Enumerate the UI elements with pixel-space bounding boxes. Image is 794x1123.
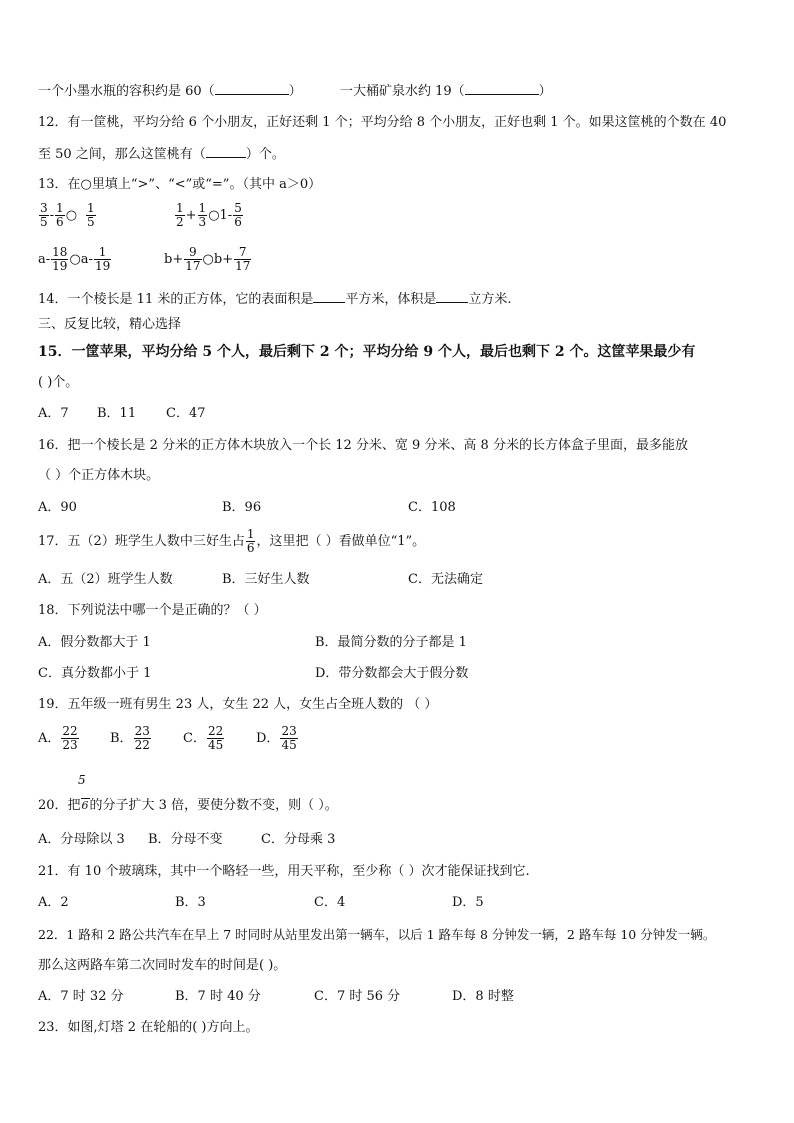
q16-option-a[interactable]: A．90 [38, 500, 77, 515]
q22-line2: 那么这两路车第二次同时发车的时间是( )。 [38, 958, 287, 973]
q13-e2-frac1: $\frac{1}{2}$ [176, 201, 184, 229]
q11-left-text: 一个小墨水瓶的容积约是 60（ [38, 84, 215, 99]
q13-e1-frac1: $\frac{3}{5}$ [40, 201, 48, 229]
q16-option-b[interactable]: B．96 [222, 500, 262, 515]
q13-e4-circle[interactable]: ○b+ [202, 252, 234, 267]
q13-e4-frac1: $\frac{9}{17}$ [185, 245, 201, 273]
q20-line [38, 797, 338, 815]
q11-right-text: 一大桶矿泉水约 19（ [339, 84, 465, 99]
q18-option-d[interactable]: D．带分数都会大于假分数 [315, 666, 469, 681]
q13-e1-op: - [49, 208, 55, 223]
q17-text-a: 17．五（2）班学生人数中三好生占 [38, 534, 245, 549]
q18-option-c[interactable]: C．真分数都小于 1 [38, 666, 152, 681]
q13-e1-frac2: $\frac{1}{6}$ [56, 201, 64, 229]
q13-e3-circle[interactable]: ○a- [69, 252, 93, 267]
q17-option-c[interactable]: C．无法确定 [408, 572, 483, 587]
q18-line: 18．下列说法中哪一个是正确的？（ ） [38, 603, 267, 618]
q19-option-b[interactable]: B． $\frac{23}{22}$ [110, 724, 150, 752]
q12-line2-b: ）个。 [245, 147, 285, 162]
q13-expr-2 [174, 202, 244, 229]
q18-option-b[interactable]: B．最简分数的分子都是 1 [315, 635, 467, 650]
q15-line2: ( )个。 [38, 375, 79, 390]
q20-option-c[interactable]: C．分母乘 3 [261, 832, 336, 847]
q15-option-c[interactable]: C．47 [166, 406, 206, 421]
q22-option-c[interactable]: C．7 时 56 分 [314, 989, 401, 1004]
q12-blank[interactable] [206, 145, 246, 158]
q16-line1: 16．把一个棱长是 2 分米的正方体木块放入一个长 12 分米、宽 9 分米、高 8 分米的长方体盒子里面，最多能放 [38, 438, 688, 453]
q17-option-a[interactable]: A．五（2）班学生人数 [38, 572, 173, 587]
q20-text-b: 的分子扩大 3 倍，要使分数不变，则（ ）。 [89, 798, 338, 813]
q13-expr-1 [38, 202, 97, 229]
q11-blank-2[interactable] [465, 82, 539, 95]
q13-e2-circle[interactable]: ○1- [208, 208, 233, 223]
q21-option-c[interactable]: C．4 [314, 895, 346, 910]
q14-blank-volume[interactable] [436, 290, 468, 303]
q12-line1: 12．有一筐桃，平均分给 6 个小朋友，正好还剩 1 个；平均分给 8 个小朋友，正好也剩 1 个。如果这筐桃的个数在 40 [38, 115, 727, 130]
q22-option-b[interactable]: B．7 时 40 分 [175, 989, 261, 1004]
q17-option-b[interactable]: B．三好生人数 [222, 572, 310, 587]
q16-option-c[interactable]: C．108 [408, 500, 456, 515]
q13-e3-pre: a- [38, 252, 51, 267]
q23-line: 23．如图,灯塔 2 在轮船的( )方向上。 [38, 1020, 259, 1035]
q21-option-d[interactable]: D．5 [452, 895, 484, 910]
q20-option-a[interactable]: A．分母除以 3 [38, 832, 125, 847]
q13-e3-frac1: $\frac{18}{19}$ [52, 245, 68, 273]
q19-option-a[interactable]: A． $\frac{22}{23}$ [38, 724, 78, 752]
q20-text-a: 20．把 [38, 798, 81, 813]
q11-left-close: ） [288, 84, 302, 99]
q21-line: 21．有 10 个玻璃珠，其中一个略轻一些，用天平称，至少称（ ）次才能保证找到它. [38, 864, 530, 879]
q14-text-b: 平方米，体积是 [345, 292, 437, 307]
q17-text-b: ，这里把（ ）看做单位“1”。 [256, 534, 426, 549]
section-heading: 三、反复比较，精心选择 [38, 317, 182, 332]
q15-line1: 15．一筐苹果，平均分给 5 个人，最后剩下 2 个；平均分给 9 个人，最后也剩下 2 个。这筐苹果最少有 [38, 344, 696, 360]
q11-blank-1[interactable] [215, 82, 289, 95]
q22-option-a[interactable]: A．7 时 32 分 [38, 989, 124, 1004]
q21-option-a[interactable]: A．2 [38, 895, 69, 910]
q11-line [38, 82, 552, 101]
q13-expr-3 [38, 246, 112, 273]
q14-line [38, 290, 512, 309]
q21-option-b[interactable]: B．3 [175, 895, 206, 910]
q14-blank-area[interactable] [313, 290, 345, 303]
q22-option-d[interactable]: D．8 时整 [452, 989, 514, 1004]
q19-option-d[interactable]: D． $\frac{23}{45}$ [256, 724, 297, 752]
q13-e2-frac3: $\frac{5}{6}$ [234, 201, 242, 229]
q15-option-b[interactable]: B．11 [97, 406, 137, 421]
q18-option-a[interactable]: A．假分数都大于 1 [38, 635, 151, 650]
q20-option-b[interactable]: B．分母不变 [148, 832, 223, 847]
q14-text-a: 14．一个棱长是 11 米的正方体，它的表面积是 [38, 292, 314, 307]
q17-fraction: $\frac{1}{6}$ [246, 527, 255, 555]
q14-text-c: 立方米. [468, 292, 512, 307]
q11-right-close: ） [538, 84, 552, 99]
q19-line: 19．五年级一班有男生 23 人，女生 22 人，女生占全班人数的 （ ） [38, 697, 438, 712]
q13-e1-frac3: $\frac{1}{5}$ [87, 201, 95, 229]
q19-option-c[interactable]: C． $\frac{22}{45}$ [183, 724, 224, 752]
q20-fraction-denominator: 6 [81, 799, 89, 812]
q12-line2 [38, 145, 285, 164]
q22-line1: 22．1 路和 2 路公共汽车在早上 7 时同时从站里发出第一辆车，以后 1 路车每 8 分钟发一辆，2 路车每 10 分钟发一辆。 [38, 927, 716, 942]
q13-title: 13．在○里填上“>”、“<”或“=”。（其中 a＞0） [38, 177, 322, 192]
q20-fraction-numerator: 5 [78, 773, 86, 787]
q15-option-a[interactable]: A．7 [38, 406, 69, 421]
q13-e2-frac2: $\frac{1}{3}$ [198, 201, 207, 229]
q13-e1-circle[interactable]: ○ [65, 208, 78, 223]
q13-expr-4 [164, 246, 252, 273]
q16-line2: （ ）个正方体木块。 [38, 468, 160, 483]
q17-line [38, 528, 425, 555]
q13-e2-op: + [185, 208, 197, 223]
q12-line2-a: 至 50 之间，那么这筐桃有（ [38, 147, 206, 162]
q13-e4-pre: b+ [164, 252, 184, 267]
q13-e4-frac2: $\frac{7}{17}$ [235, 245, 251, 273]
q13-e3-frac2: $\frac{1}{19}$ [94, 245, 111, 273]
